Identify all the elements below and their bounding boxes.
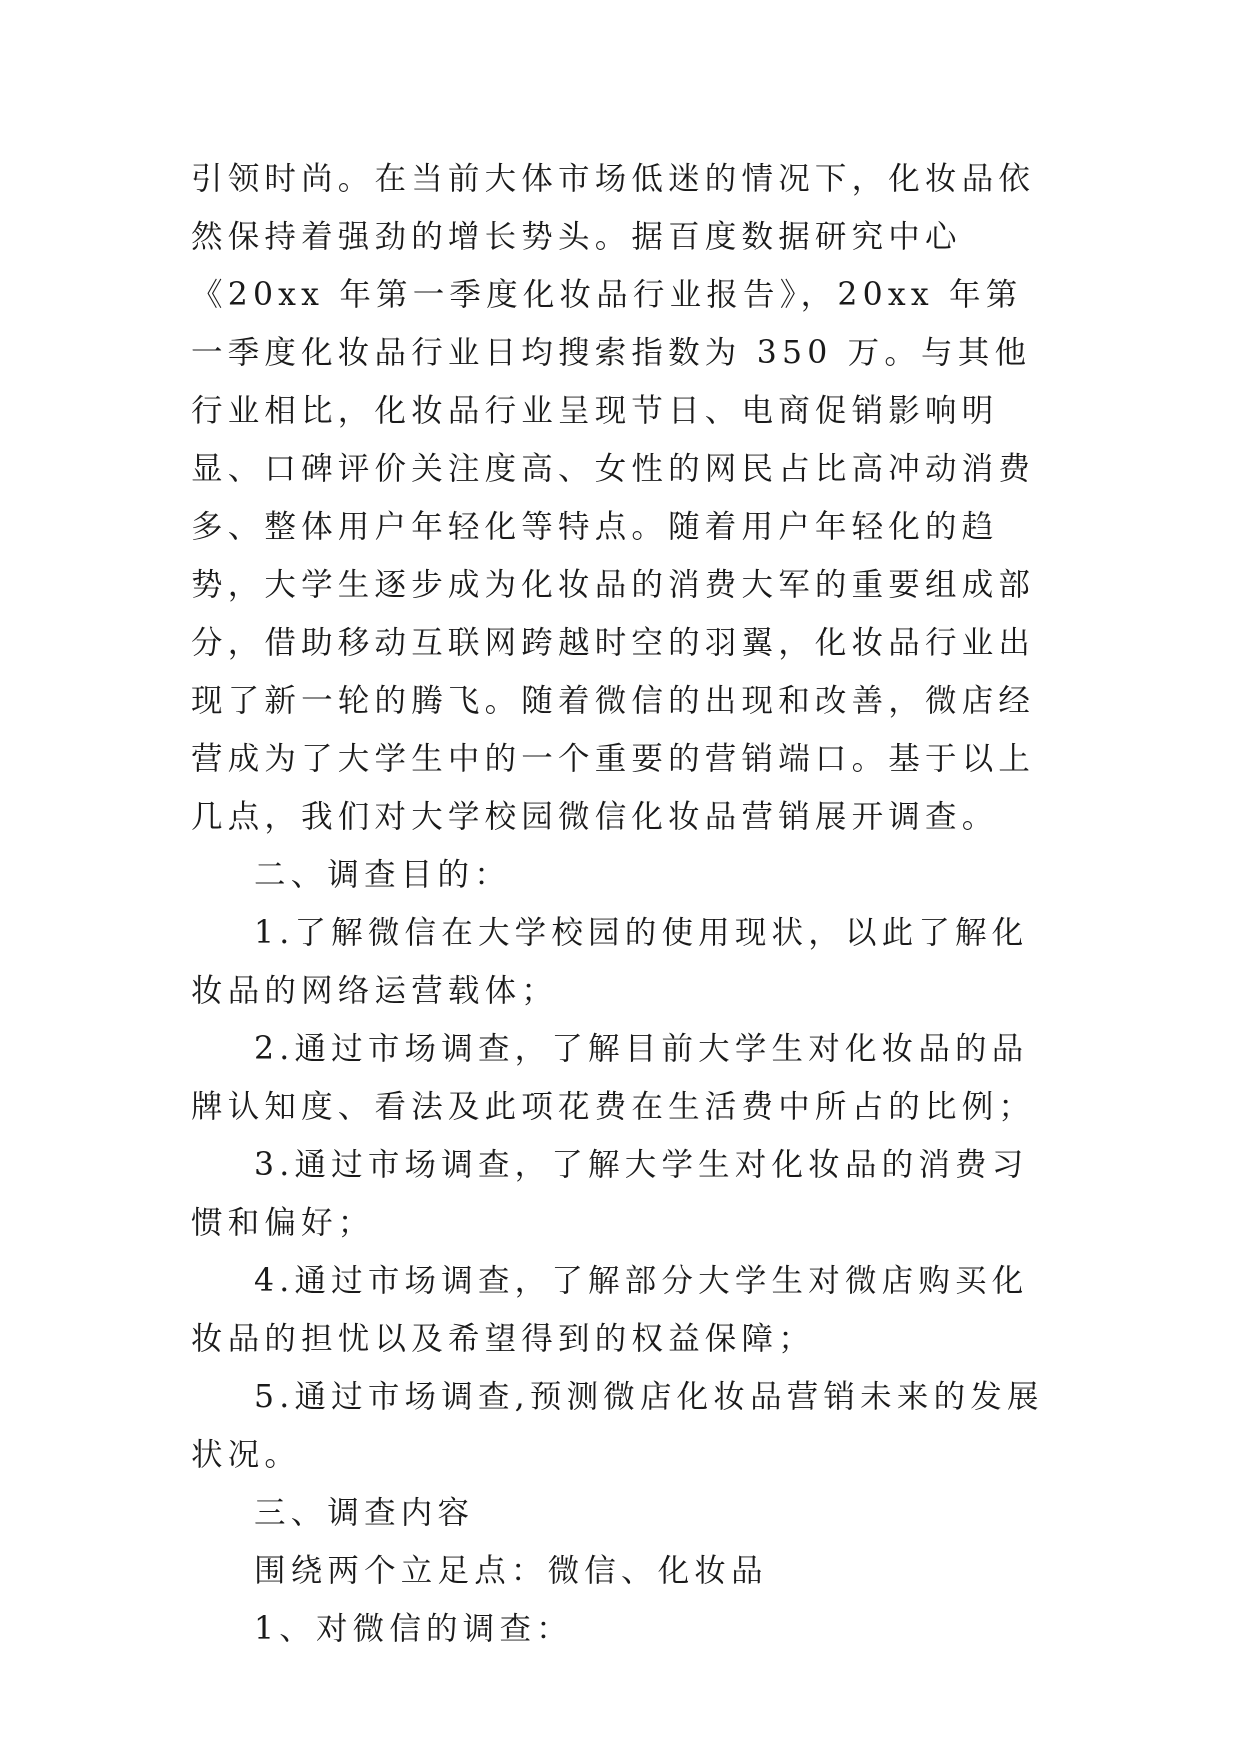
document-body [191, 150, 1051, 1658]
intro-paragraph: 引领时尚。在当前大体市场低迷的情况下，化妆品依然保持着强劲的增长势头。据百度数据研究中心《20xx 年第一季度化妆品行业报告》，20xx 年第一季度化妆品行业日均搜索指数为 350 万。与其他行业相比，化妆品行业呈现节日、电商促销影响明显、口碑评价关注度高、女性的网民占比高冲动消费多、整体用户年轻化等特点。随着用户年轻化的趋势，大学生逐步成为化妆品的消费大军的重要组成部分，借助移动互联网跨越时空的羽翼，化妆品行业出现了新一轮的腾飞。随着微信的出现和改善，微店经营成为了大学生中的一个重要的营销端口。基于以上几点，我们对大学校园微信化妆品营销展开调查。 [191, 161, 1036, 835]
content-focus-line: 围绕两个立足点：微信、化妆品 [254, 1553, 768, 1589]
section-heading-content: 三、调查内容 [254, 1495, 475, 1531]
section-heading-purpose: 二、调查目的： [254, 857, 511, 893]
purpose-item-4: 4.通过市场调查，了解部分大学生对微店购买化妆品的担忧以及希望得到的权益保障； [191, 1263, 1029, 1357]
wechat-survey-heading: 1、对微信的调查： [254, 1611, 573, 1647]
purpose-item-1: 1.了解微信在大学校园的使用现状，以此了解化妆品的网络运营载体； [191, 915, 1029, 1009]
purpose-item-2: 2.通过市场调查，了解目前大学生对化妆品的品牌认知度、看法及此项花费在生活费中所占的比例； [191, 1031, 1036, 1125]
purpose-item-3: 3.通过市场调查，了解大学生对化妆品的消费习惯和偏好； [191, 1147, 1029, 1241]
purpose-item-5: 5.通过市场调查,预测微店化妆品营销未来的发展状况。 [191, 1379, 1044, 1473]
